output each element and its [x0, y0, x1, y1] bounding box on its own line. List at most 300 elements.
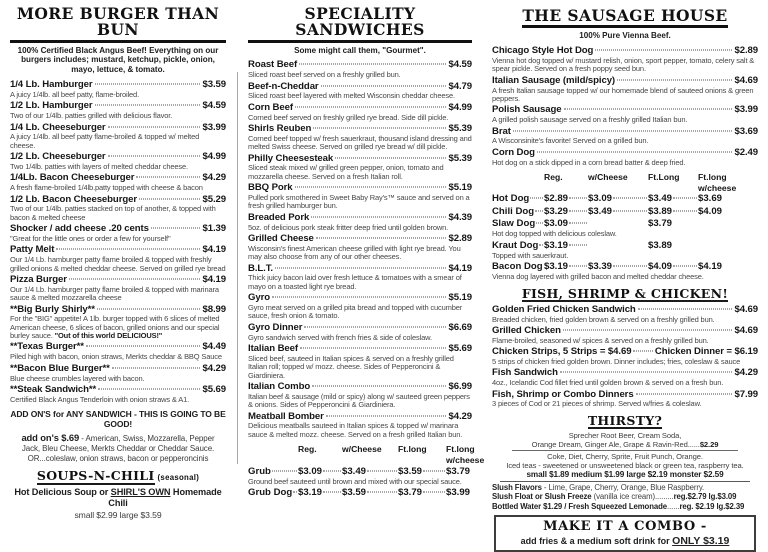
item-name: Italian Beef — [248, 343, 298, 354]
item-price: $3.89 — [648, 240, 672, 252]
dotted-leader — [108, 126, 201, 127]
item-name: **Bacon Blue Burger** — [10, 363, 110, 374]
subsection-title — [10, 468, 226, 484]
item-name: Chicken Strips, 5 Strips = $4.69 — [492, 346, 631, 357]
item-name: Pizza Burger — [10, 274, 67, 285]
item-price: $3.99 — [734, 104, 758, 115]
table-price-cell — [342, 487, 398, 499]
menu-item — [248, 212, 472, 232]
dotted-leader — [367, 492, 397, 493]
item-name: Brat — [492, 126, 511, 137]
item-description — [10, 184, 226, 192]
item-description — [492, 316, 758, 324]
item-price: $3.89 — [648, 206, 672, 218]
item-description-text: Sliced roast beef served on a freshly grilled bun. — [248, 70, 401, 79]
item-description-text: Blue cheese crumbles layered with bacon. — [10, 374, 145, 383]
dotted-leader — [569, 210, 587, 211]
dotted-leader — [151, 228, 201, 229]
dotted-leader — [275, 267, 447, 268]
dotted-leader — [139, 198, 201, 199]
table-price-cell — [398, 487, 446, 499]
menu-item — [248, 343, 472, 380]
item-price: $5.19 — [448, 182, 472, 193]
menu-item — [492, 367, 758, 387]
menu-item-row — [10, 363, 226, 374]
item-description — [10, 375, 226, 383]
section-title — [248, 6, 472, 43]
menu-item — [10, 341, 226, 361]
item-description-text: Two 1/4lb. patties with layers of melted cheddar cheese. — [10, 162, 188, 171]
menu-item-row — [492, 389, 758, 400]
menu-column-sandwiches — [234, 0, 480, 466]
section-subtitle: 100% Pure Vienna Beef. — [492, 31, 758, 41]
dotted-leader — [295, 106, 447, 107]
menu-item-row — [248, 102, 472, 113]
table-header-cell: Ft.long w/cheese — [446, 444, 484, 465]
table-price-cell — [544, 193, 588, 205]
item-description-text: Sliced roast beef layered with melted Wisconsin cheddar cheese. — [248, 91, 455, 100]
dotted-leader — [423, 470, 445, 471]
dotted-leader — [86, 346, 201, 347]
item-price: $2.89 — [734, 45, 758, 56]
item-name: Patty Melt — [10, 244, 54, 255]
item-price: $5.69 — [448, 343, 472, 354]
item-price: $4.19 — [698, 261, 722, 273]
item-price: $3.09 — [588, 193, 612, 205]
item-description-text: Italian beef & sausage (mild or spicy) along w/ sauteed green peppers & onions. Sides of Pepperoncini & Giardiniera. — [248, 392, 470, 409]
item-name: Polish Sausage — [492, 104, 562, 115]
price-table-entry — [248, 466, 472, 486]
menu-item-row — [492, 45, 758, 56]
dotted-leader — [323, 470, 341, 471]
item-description-text: Sliced beef, sauteed in Italian spices & served on a freshly grilled Italian roll; topped w/ mozz. cheese. Sides of Pepperoncini & Giardiniera. — [248, 354, 454, 380]
column-divider — [237, 72, 238, 464]
item-description — [10, 112, 226, 120]
item-name: Golden Fried Chicken Sandwich — [492, 304, 636, 315]
menu-item-row — [248, 322, 472, 333]
text-part: Homemade Chili — [108, 487, 221, 508]
text-part: Slush Float or Slush Freeze — [492, 492, 592, 501]
item-description-text: A juicy 1/4lb. all beef patty flame-broiled & topped w/ melted cheese. — [10, 132, 199, 149]
dotted-leader — [112, 367, 201, 368]
bottled-water — [492, 502, 758, 511]
item-description-text: A juicy 1/4lb. all beef patty, flame-broiled. — [10, 90, 139, 99]
item-price: $4.09 — [698, 206, 722, 218]
dotted-leader — [530, 198, 543, 199]
section-title-text: MORE BURGER THAN BUN — [10, 6, 226, 43]
item-price: $3.19 — [544, 240, 568, 252]
dotted-leader — [617, 79, 732, 80]
item-price: Chicken Dinner = $6.19 — [655, 346, 758, 357]
subsection-title-text: SOUPS-N-CHILI — [37, 469, 155, 484]
item-price: $5.39 — [448, 123, 472, 134]
item-name: Gyro Dinner — [248, 322, 302, 333]
section-title-text: THE SAUSAGE HOUSE — [522, 8, 727, 28]
price-table-row — [248, 466, 472, 478]
item-price: $4.99 — [202, 151, 226, 162]
price-table-row — [492, 240, 758, 252]
dotted-leader — [316, 237, 447, 238]
table-price-cell — [588, 247, 648, 248]
combo-subtitle — [500, 535, 750, 547]
item-price: $4.69 — [734, 325, 758, 336]
text-part: Slush Flavors — [492, 483, 542, 492]
item-description — [10, 91, 226, 99]
menu-item-row — [10, 172, 226, 183]
item-price: $4.19 — [448, 263, 472, 274]
item-description: Vienna dog layered with grilled bacon and melted cheddar cheese. — [492, 273, 758, 281]
item-name: Corn Dog — [492, 147, 535, 158]
item-name: Roast Beef — [248, 59, 297, 70]
table-price-cell — [342, 466, 398, 478]
section-title — [492, 6, 758, 28]
menu-item-row — [248, 81, 472, 92]
menu-item — [492, 126, 758, 146]
item-description-text: Gyro meat served on a grilled pita bread and topped with cucumber sauce, fresh onion & tomato. — [248, 303, 462, 320]
menu-item — [248, 292, 472, 321]
item-description — [492, 400, 758, 408]
menu-item — [248, 381, 472, 410]
item-name: Hot Dog — [492, 193, 529, 205]
item-price: $3.29 — [544, 206, 568, 218]
item-price: $3.79 — [648, 218, 672, 230]
table-name-cell — [492, 193, 544, 205]
item-price: $3.09 — [298, 466, 322, 478]
dotted-leader — [300, 347, 447, 348]
item-price: $5.29 — [202, 194, 226, 205]
dotted-leader — [613, 198, 647, 199]
item-name: 1/4 Lb. Hamburger — [10, 79, 93, 90]
item-description-text: Sliced steak mixed w/ grilled green pepper, onion, tomato and mozzarella cheese. Served on a fresh Italian roll. — [248, 163, 444, 180]
table-price-cell — [698, 193, 758, 205]
table-price-cell — [544, 261, 588, 273]
dotted-leader — [563, 329, 733, 330]
item-price: $4.29 — [202, 363, 226, 374]
menu-item — [10, 304, 226, 341]
item-description-text: For the "BIG" appetite! A 1lb. burger topped with 6 slices of melted American cheese, 6 slices of bacon, grilled onions and our special burley sauce. — [10, 314, 219, 340]
menu-item-row — [248, 182, 472, 193]
table-price-cell — [588, 261, 648, 273]
item-price: $3.09 — [544, 218, 568, 230]
item-price: $4.69 — [734, 75, 758, 86]
item-description — [248, 355, 472, 380]
dotted-leader — [136, 177, 200, 178]
item-price: $3.59 — [398, 466, 422, 478]
item-description — [492, 137, 758, 145]
item-description-text: Thick juicy bacon laid over fresh lettuce & tomatoes with a smear of mayo on a toasted light rye bread. — [248, 273, 462, 290]
text-part: ...... — [667, 502, 679, 511]
price-table-row — [492, 193, 758, 205]
dotted-leader — [108, 156, 201, 157]
item-name: Breaded Pork — [248, 212, 309, 223]
item-price: $4.99 — [448, 102, 472, 113]
item-price: $5.19 — [448, 292, 472, 303]
menu-item — [10, 151, 226, 171]
item-price: $8.99 — [202, 304, 226, 315]
menu-item — [248, 182, 472, 211]
text-part: small $2.99 large $3.59 — [74, 510, 161, 520]
dotted-leader — [513, 130, 733, 131]
drink-line-sprecher-2 — [492, 440, 758, 449]
table-price-cell — [298, 466, 342, 478]
dotted-leader — [569, 198, 587, 199]
menu-item-row — [492, 346, 758, 357]
item-description-text: A Wisconsinite's favorite! Served on a grilled bun. — [492, 136, 648, 145]
table-header-cell: Reg. — [298, 444, 342, 455]
text-part: Sprecher Root Beer, Cream Soda, — [569, 431, 682, 440]
table-name-cell — [492, 206, 544, 218]
price-table-header — [248, 444, 472, 465]
price-table-entry — [492, 218, 758, 238]
item-description — [492, 379, 758, 387]
item-description — [248, 393, 472, 410]
item-description — [10, 353, 226, 361]
dotted-leader — [564, 109, 733, 110]
menu-item-row — [10, 223, 226, 234]
table-price-cell — [588, 193, 648, 205]
menu-item-row — [492, 75, 758, 86]
item-price: $2.89 — [448, 233, 472, 244]
item-description-bold: "Out of this world DELICIOUS!" — [55, 331, 163, 340]
menu-item — [248, 263, 472, 292]
combo-price: ONLY $3.19 — [672, 535, 729, 547]
table-price-cell — [648, 261, 698, 273]
item-description-text: Our 1/4 Lb. hamburger patty flame broiled & topped with marinara sauce & melted mozzarella cheese — [10, 285, 219, 302]
combo-title: MAKE IT A COMBO - — [500, 519, 750, 534]
item-price: $4.19 — [202, 274, 226, 285]
table-price-cell — [398, 466, 446, 478]
item-description-text: Certified Black Angus Tenderloin with onion straws & A1. — [10, 395, 189, 404]
text-part: Iced teas - sweetened or unsweetened black or green tea, raspberry tea. — [506, 461, 743, 470]
table-name-cell — [248, 487, 298, 499]
item-name: Shirls Reuben — [248, 123, 311, 134]
item-name: 1/2 Lb. Bacon Cheeseburger — [10, 194, 137, 205]
dotted-leader — [539, 244, 544, 245]
item-price: $5.39 — [448, 153, 472, 164]
menu-item — [492, 45, 758, 74]
table-price-cell — [588, 225, 648, 226]
dotted-leader — [69, 278, 201, 279]
text-part: small $1.89 medium $1.99 large $2.19 monster $2.59 — [526, 470, 723, 479]
item-description-text: Corned beef served on freshly grilled rye bread. Side dill pickle. — [248, 113, 448, 122]
menu-item — [492, 325, 758, 345]
item-description — [10, 396, 226, 404]
item-price: $3.49 — [588, 206, 612, 218]
menu-item — [10, 363, 226, 383]
item-name: Philly Cheesesteak — [248, 153, 333, 164]
item-description — [10, 256, 226, 273]
menu-item-row — [492, 104, 758, 115]
item-description — [10, 133, 226, 150]
subsection-title-suffix: (seasonal) — [158, 473, 200, 482]
text-part: add on's $.69 — [21, 432, 79, 443]
table-price-cell — [648, 206, 698, 218]
item-description — [10, 205, 226, 222]
menu-item-row — [248, 411, 472, 422]
dotted-leader — [673, 198, 697, 199]
dotted-leader — [638, 308, 733, 309]
menu-item — [10, 244, 226, 273]
item-description-text: 5oz. of delicious pork steak fritter deep fried until golden brown. — [248, 223, 448, 232]
item-description-text: 3 pieces of Cod or 21 pieces of shrimp. Served w/fries & coleslaw. — [492, 399, 701, 408]
dotted-leader — [313, 128, 446, 129]
menu-item-row — [492, 126, 758, 137]
item-price: $4.29 — [202, 172, 226, 183]
dotted-leader — [95, 105, 201, 106]
item-description — [492, 57, 758, 74]
item-description-text: "Great for the little ones or order a few for yourself" — [10, 234, 170, 243]
drink-line-soda — [512, 450, 738, 461]
section-title-text: SPECIALITY SANDWICHES — [248, 6, 472, 43]
addons-list — [14, 432, 222, 464]
dotted-leader — [613, 210, 647, 211]
item-name: 1/2 Lb. Hamburger — [10, 100, 93, 111]
item-description: Ground beef sauteed until brown and mixed with our special sauce. — [248, 478, 472, 486]
dotted-leader — [299, 64, 446, 65]
subsection-title-text: THIRSTY? — [588, 414, 662, 429]
dotted-leader — [423, 492, 445, 493]
table-price-cell — [446, 487, 472, 499]
item-price: $4.39 — [448, 212, 472, 223]
item-description — [248, 92, 472, 100]
price-table-entry — [248, 487, 472, 499]
item-description — [248, 274, 472, 291]
item-name: Corn Beef — [248, 102, 293, 113]
item-description-text: Hot dog on a stick dipped in a corn bread batter & deep fried. — [492, 158, 685, 167]
text-part: - American, Swiss, Mozzarella, Pepper Jack, Bleu Cheese, Merkts Cheddar or Cheddar Sauce. OR...coleslaw, onion straws, bacon or pepperoncinis — [22, 434, 215, 463]
item-name: Chicago Style Hot Dog — [492, 45, 593, 56]
dotted-leader — [97, 308, 201, 309]
dotted-leader — [335, 157, 446, 158]
item-description-text: Delicious meatballs sauteed in Italian spices & topped w/ marinara sauce & melted mozz. cheese. Served on a fresh grilled Italian bun. — [248, 421, 462, 438]
item-name: Gyro — [248, 292, 270, 303]
menu-item — [492, 75, 758, 104]
item-price: $6.99 — [448, 381, 472, 392]
menu-item — [248, 59, 472, 79]
menu-item-row — [10, 244, 226, 255]
item-price: $4.59 — [202, 100, 226, 111]
menu-item-row — [248, 343, 472, 354]
dotted-leader — [367, 470, 397, 471]
item-price: $3.99 — [446, 487, 470, 499]
menu-column-sausage — [480, 0, 768, 466]
addons-banner — [10, 409, 226, 429]
menu-item-row — [10, 341, 226, 352]
dotted-leader — [673, 210, 697, 211]
item-description — [492, 87, 758, 104]
item-price: $3.99 — [202, 122, 226, 133]
dotted-leader — [673, 266, 697, 267]
menu-item-row — [248, 381, 472, 392]
text-part: Orange Dream, Ginger Ale, Grape & Ravin-Red...... — [532, 440, 700, 449]
item-name: Grub — [248, 466, 271, 478]
item-price: $3.69 — [734, 126, 758, 137]
item-name: Beef-n-Cheddar — [248, 81, 319, 92]
dotted-leader — [272, 297, 446, 298]
item-price: $3.79 — [446, 466, 470, 478]
item-name: 1/4Lb. Bacon Cheeseburger — [10, 172, 134, 183]
table-price-cell — [298, 487, 342, 499]
item-price: $4.69 — [734, 304, 758, 315]
slush-float — [492, 492, 758, 501]
table-name-cell — [492, 261, 544, 273]
dotted-leader — [311, 216, 446, 217]
item-description-text: Corned beef topped w/ fresh sauerkraut, thousand island dressing and melted Swiss cheese. Served on grilled rye bread w/ dill pickle. — [248, 134, 472, 151]
menu-item-row — [248, 123, 472, 134]
table-price-cell — [698, 206, 758, 218]
menu-item-row — [248, 212, 472, 223]
item-name: Italian Combo — [248, 381, 310, 392]
item-description — [492, 159, 758, 167]
soup-line — [10, 487, 226, 509]
menu-item-row — [10, 274, 226, 285]
text-part: reg. $2.19 lg.$2.39 — [679, 502, 744, 511]
menu-item — [10, 384, 226, 404]
table-header-cell: Reg. — [544, 172, 588, 183]
menu-item-row — [492, 147, 758, 158]
table-name-cell — [492, 218, 544, 230]
subsection-title-text: FISH, SHRIMP & CHICKEN! — [522, 287, 728, 302]
dotted-leader — [536, 223, 543, 224]
item-price: $4.29 — [734, 367, 758, 378]
menu-column-burgers — [0, 0, 234, 466]
item-name: Kraut Dog — [492, 240, 538, 252]
item-description — [10, 163, 226, 171]
item-description-text: Wisconsin's finest American cheese grilled with light rye bread. You may also choose from any of our other cheeses. — [248, 244, 461, 261]
subsection-title — [492, 286, 758, 302]
menu-item — [10, 122, 226, 151]
menu-item — [10, 172, 226, 192]
item-name: Grilled Cheese — [248, 233, 314, 244]
item-price: $3.49 — [342, 466, 366, 478]
text-part: Coke, Diet, Cherry, Sprite, Fruit Punch, Orange. — [547, 452, 703, 461]
item-price: $3.59 — [202, 79, 226, 90]
text-part: Hot Delicious Soup or — [14, 487, 110, 497]
menu-item-row — [492, 304, 758, 315]
item-name: Slaw Dog — [492, 218, 535, 230]
item-name: B.L.T. — [248, 263, 273, 274]
menu-item-row — [248, 153, 472, 164]
menu-item — [248, 123, 472, 152]
item-description — [10, 286, 226, 303]
item-description — [248, 224, 472, 232]
menu-item-row — [492, 367, 758, 378]
table-price-cell — [544, 240, 588, 252]
item-name: Shocker / add cheese .20 cents — [10, 223, 149, 234]
item-price: $5.69 — [202, 384, 226, 395]
menu-item-row — [10, 100, 226, 111]
soup-sizes — [10, 510, 226, 520]
item-price: $2.49 — [734, 147, 758, 158]
menu-item-row — [10, 79, 226, 90]
table-price-cell — [648, 240, 698, 252]
item-price: $4.09 — [648, 261, 672, 273]
item-description: Hot dog topped with delicious coleslaw. — [492, 230, 758, 238]
item-price: $1.39 — [202, 223, 226, 234]
price-table-row — [492, 218, 758, 230]
menu-item-row — [248, 233, 472, 244]
item-name: Bacon Dog — [492, 261, 543, 273]
text-part: (vanilla ice cream)......... — [592, 492, 674, 501]
dotted-leader — [636, 393, 733, 394]
item-description — [10, 315, 226, 340]
item-name: **Big Burly Shirly** — [10, 304, 95, 315]
item-name: 1/4 Lb. Cheeseburger — [10, 122, 106, 133]
item-name: Grilled Chicken — [492, 325, 561, 336]
menu-item — [248, 81, 472, 101]
text-part: Bottled Water $1.29 / Fresh Squeezed Lemonade — [492, 502, 667, 511]
dotted-leader — [560, 372, 733, 373]
